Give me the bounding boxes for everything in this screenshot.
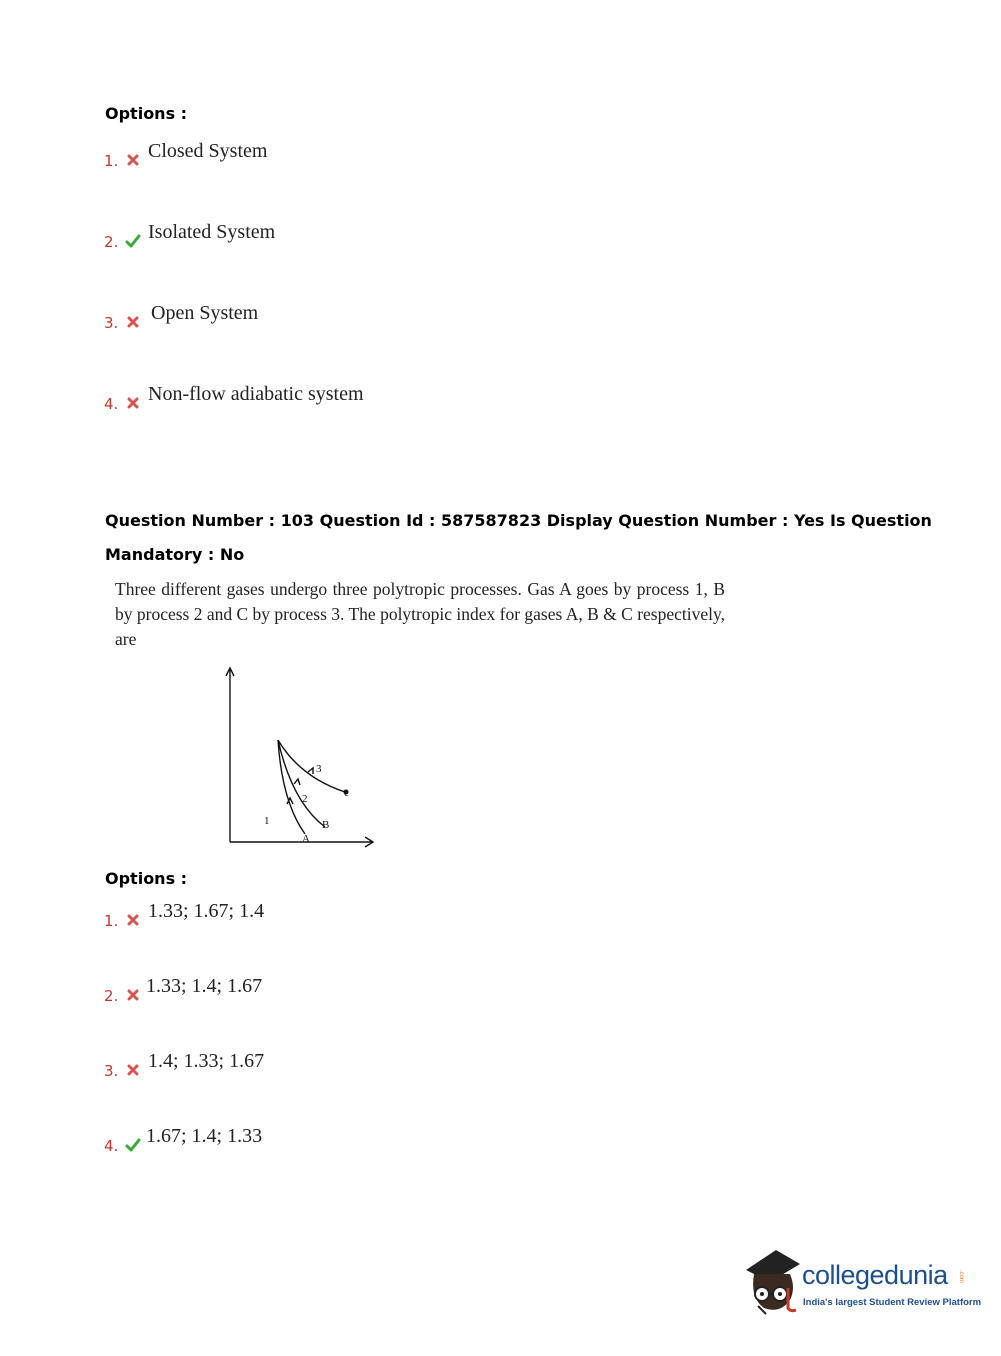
- option-text: Isolated System: [148, 221, 276, 243]
- option-3[interactable]: [104, 1050, 704, 1080]
- brand-tagline: India's largest Student Review Platform: [803, 1297, 982, 1308]
- brand-name: collegedunia: [802, 1260, 948, 1290]
- option-2[interactable]: [104, 975, 704, 1005]
- options-label: Options :: [105, 869, 188, 888]
- collegedunia-logo[interactable]: [740, 1248, 980, 1318]
- option-2[interactable]: [104, 221, 704, 251]
- option-number: 4.: [104, 395, 119, 413]
- option-4[interactable]: [104, 383, 704, 413]
- question-mandatory: Mandatory : No: [105, 545, 245, 564]
- options-label: Options :: [105, 104, 188, 123]
- wrong-icon: [125, 987, 141, 1003]
- option-text: Closed System: [148, 140, 268, 162]
- option-text: 1.67; 1.4; 1.33: [146, 1125, 263, 1147]
- wrong-icon: [125, 1062, 141, 1078]
- wrong-icon: [125, 912, 141, 928]
- option-1[interactable]: [104, 140, 704, 170]
- curve-2: [278, 740, 325, 827]
- wrong-icon: [125, 314, 141, 330]
- option-number: 1.: [104, 152, 119, 170]
- option-3[interactable]: [104, 302, 704, 332]
- option-number: 2.: [104, 987, 119, 1005]
- label-a: A: [302, 833, 310, 845]
- option-number: 1.: [104, 912, 119, 930]
- option-number: 3.: [104, 314, 119, 332]
- option-text: 1.33; 1.67; 1.4: [148, 900, 265, 922]
- wrong-icon: [125, 395, 141, 411]
- polytropic-process-figure: [220, 662, 390, 852]
- option-number: 3.: [104, 1062, 119, 1080]
- option-number: 4.: [104, 1137, 119, 1155]
- label-1: 1: [264, 815, 270, 827]
- option-text: 1.4; 1.33; 1.67: [148, 1050, 265, 1072]
- arrow-2: [294, 779, 300, 785]
- wrong-icon: [125, 152, 141, 168]
- option-number: 2.: [104, 233, 119, 251]
- option-1[interactable]: [104, 900, 704, 930]
- option-text: Open System: [151, 302, 259, 324]
- label-3: 3: [316, 763, 322, 775]
- option-4[interactable]: [104, 1125, 704, 1155]
- question-text: Three different gases undergo three polytropic processes. Gas A goes by process 1, B by process 2 and C by process 3. The polytropic index for gases A, B & C respectively, are: [115, 579, 725, 649]
- option-text: 1.33; 1.4; 1.67: [146, 975, 263, 997]
- brand-domain: .com: [958, 1270, 964, 1284]
- question-header: Question Number : 103 Question Id : 587587823 Display Question Number : Yes Is Question: [105, 511, 932, 530]
- curve-3: [278, 740, 345, 792]
- check-icon: [125, 1137, 141, 1153]
- label-2: 2: [302, 793, 308, 805]
- check-icon: [125, 233, 141, 249]
- label-b: B: [322, 819, 330, 831]
- label-c: c: [344, 787, 349, 799]
- option-text: Non-flow adiabatic system: [148, 383, 364, 405]
- mascot-icon: [740, 1248, 802, 1318]
